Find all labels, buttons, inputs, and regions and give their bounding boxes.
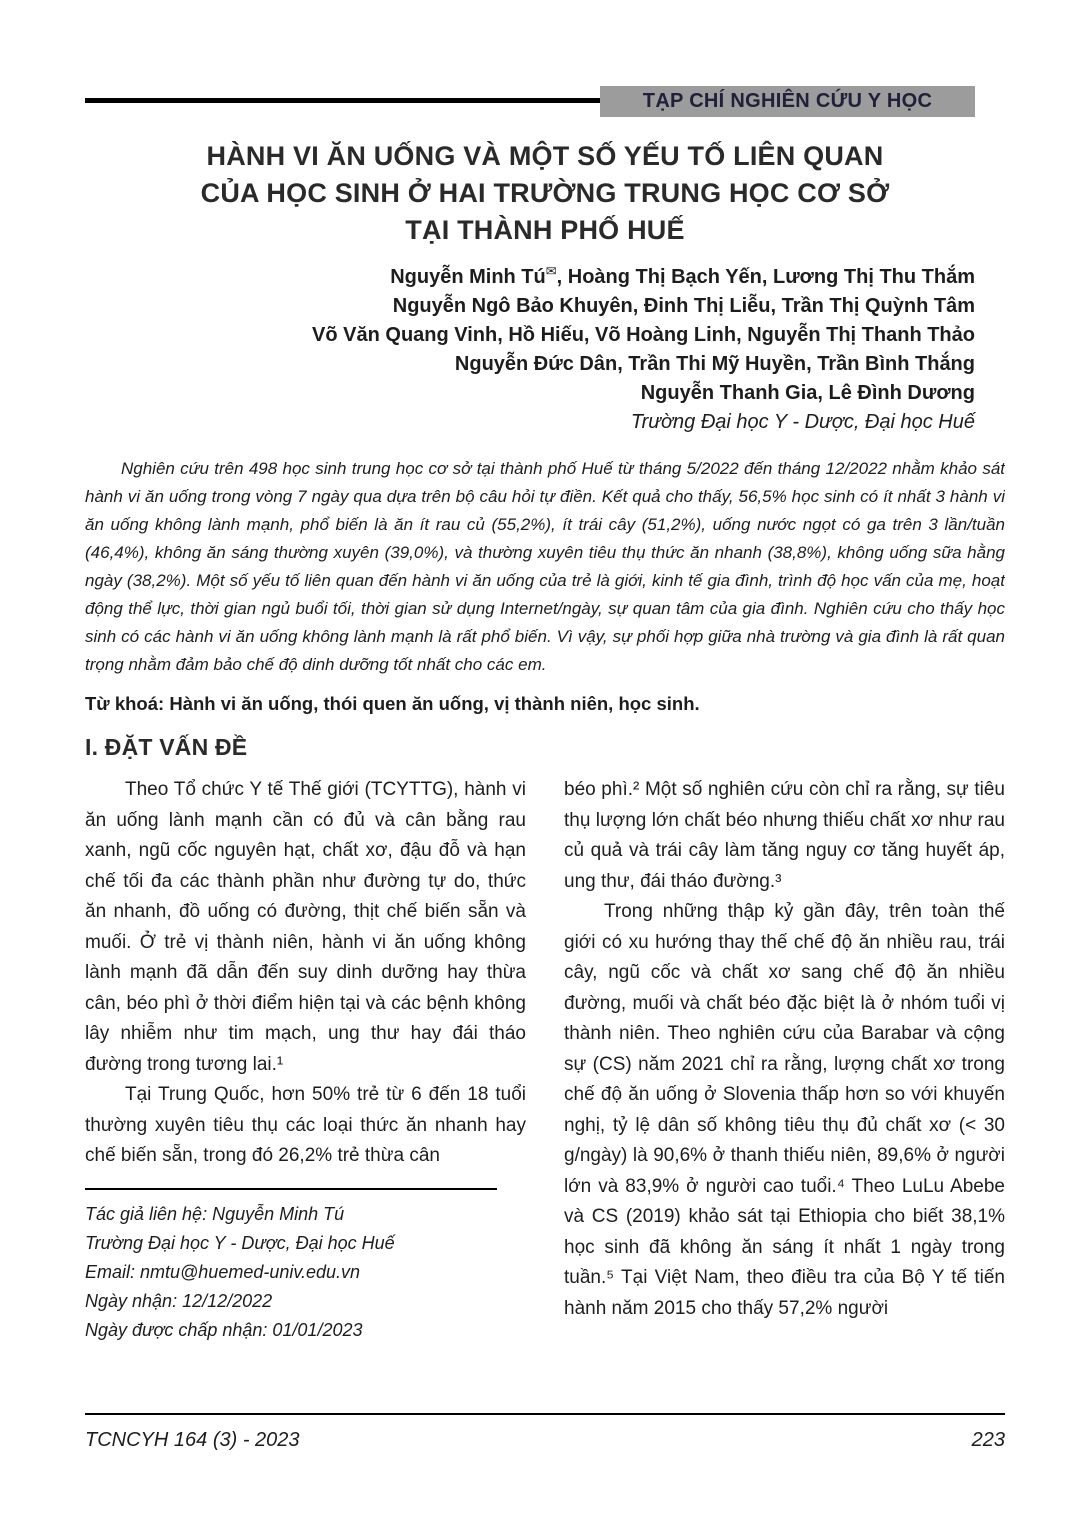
correspondence-affiliation: Trường Đại học Y - Dược, Đại học Huế: [85, 1232, 395, 1253]
author-names: , Hoàng Thị Bạch Yến, Lương Thị Thu Thắm: [556, 266, 975, 288]
page-number: 223: [971, 1429, 1005, 1451]
body-paragraph: béo phì.² Một số nghiên cứu còn chỉ ra rằng, sự tiêu thụ lượng lớn chất béo nhưng thiếu chất xơ như rau củ quả và trái cây làm tăng nguy cơ tăng huyết áp, ung thư, đái tháo đường.³: [564, 779, 1005, 892]
correspondence-contact: Tác giả liên hệ: Nguyễn Minh Tú: [85, 1203, 345, 1224]
page-footer: [85, 1413, 1005, 1452]
left-column: [85, 775, 526, 1345]
title-line-1: HÀNH VI ĂN UỐNG VÀ MỘT SỐ YẾU TỐ LIÊN QUAN: [206, 141, 884, 171]
section-heading-intro: I. ĐẶT VẤN ĐỀ: [85, 734, 248, 760]
footer-row: [85, 1415, 1005, 1452]
correspondence-rule: [85, 1188, 497, 1190]
journal-name: TẠP CHÍ NGHIÊN CỨU Y HỌC: [642, 90, 933, 112]
article-content: [85, 128, 1005, 1412]
abstract-text: Nghiên cứu trên 498 học sinh trung học cơ sở tại thành phố Huế từ tháng 5/2022 đến tháng 12/2022 nhằm khảo sát hành vi ăn uống trong vòng 7 ngày qua dựa trên bộ câu hỏi tự điền. Kết quả cho thấy, 56,5% học sinh có ít nhất 3 hành vi ăn uống không lành mạnh, phổ biến là ăn ít rau củ (55,2%), ít trái cây (51,2%), uống nước ngọt có ga trên 3 lần/tuần (46,4%), không ăn sáng thường xuyên (39,0%), và thường xuyên tiêu thụ thức ăn nhanh (38,8%), không uống sữa hằng ngày (38,2%). Một số yếu tố liên quan đến hành vi ăn uống của trẻ là giới, kinh tế gia đình, trình độ học vấn của mẹ, hoạt động thể lực, thời gian ngủ buổi tối, thời gian sử dụng Internet/ngày, sự quan tâm của gia đình. Nghiên cứu cho thấy học sinh có các hành vi ăn uống không lành mạnh là rất phổ biến. Vì vậy, sự phối hợp giữa nhà trường và gia đình là rất quan trọng nhằm đảm bảo chế độ dinh dưỡng tốt nhất cho các em.: [85, 459, 1005, 674]
body-paragraph: Tại Trung Quốc, hơn 50% trẻ từ 6 đến 18 tuổi thường xuyên tiêu thụ các loại thức ăn nhanh hay chế biến sẵn, trong đó 26,2% trẻ thừa cân: [85, 1084, 526, 1166]
affiliation: Trường Đại học Y - Dược, Đại học Huế: [630, 411, 975, 433]
author-line: Võ Văn Quang Vinh, Hồ Hiếu, Võ Hoàng Linh, Nguyễn Thị Thanh Thảo: [312, 324, 975, 346]
article-title: [85, 138, 1005, 249]
corresponding-author-envelope-icon: ✉: [545, 263, 557, 279]
right-column: [564, 775, 1005, 1345]
title-line-3: TẠI THÀNH PHỐ HUẾ: [405, 215, 685, 245]
journal-issue-citation: TCNCYH 164 (3) - 2023: [85, 1429, 300, 1451]
body-paragraph: Theo Tổ chức Y tế Thế giới (TCYTTG), hành vi ăn uống lành mạnh cần có đủ và cân bằng rau xanh, ngũ cốc nguyên hạt, chất xơ, đậu đỗ và hạn chế tối đa các thành phần như đường tự do, thức ăn nhanh, đồ uống có đường, thịt chế biến sẵn và muối. Ở trẻ vị thành niên, hành vi ăn uống không lành mạnh đã dẫn đến suy dinh dưỡng hay thừa cân, béo phì ở thời điểm hiện tại và các bệnh không lây nhiễm như tim mạch, ung thư hay đái tháo đường trong tương lai.¹: [85, 779, 526, 1075]
journal-name-banner: [600, 86, 975, 117]
correspondence-note: [85, 1188, 526, 1345]
title-line-2: CỦA HỌC SINH Ở HAI TRƯỜNG TRUNG HỌC CƠ SỞ: [200, 178, 890, 208]
keywords-line: [85, 691, 1005, 716]
body-paragraph: Trong những thập kỷ gần đây, trên toàn thế giới có xu hướng thay thế chế độ ăn nhiều rau, trái cây, ngũ cốc và chất xơ sang chế độ ăn nhiều đường, muối và chất béo đặc biệt là ở nhóm tuổi vị thành niên. Theo nghiên cứu của Barabar và cộng sự (CS) năm 2021 chỉ ra rằng, lượng chất xơ trong chế độ ăn uống ở Slovenia thấp hơn so với khuyến nghị, tỷ lệ dân số không tiêu thụ đủ chất xơ (< 30 g/ngày) là 90,6% ở thanh thiếu niên, 89,6% ở người lớn và 83,9% ở người cao tuổi.⁴ Theo LuLu Abebe và CS (2019) khảo sát tại Ethiopia cho biết 38,1% học sinh đã không ăn sáng ít nhất 1 ngày trong tuần.⁵ Tại Việt Nam, theo điều tra của Bộ Y tế tiến hành năm 2015 cho thấy 57,2% người: [564, 901, 1005, 1319]
correspondence-accepted-date: Ngày được chấp nhận: 01/01/2023: [85, 1319, 363, 1340]
keywords-label: Từ khoá:: [85, 693, 165, 714]
author-line: Nguyễn Thanh Gia, Lê Đình Dương: [640, 382, 975, 404]
correspondence-email: Email: nmtu@huemed-univ.edu.vn: [85, 1261, 361, 1282]
author-line: Nguyễn Đức Dân, Trần Thi Mỹ Huyền, Trần Bình Thắng: [454, 353, 975, 375]
author-block: [85, 263, 1005, 437]
author-line: [85, 263, 975, 292]
two-column-body: [85, 775, 1005, 1345]
author-line: Nguyễn Ngô Bảo Khuyên, Đinh Thị Liễu, Trần Thị Quỳnh Tâm: [392, 295, 975, 317]
correspondence-received-date: Ngày nhận: 12/12/2022: [85, 1290, 273, 1311]
corresponding-author-name: Nguyễn Minh Tú: [390, 266, 546, 288]
keywords-text: Hành vi ăn uống, thói quen ăn uống, vị thành niên, học sinh.: [164, 693, 700, 714]
